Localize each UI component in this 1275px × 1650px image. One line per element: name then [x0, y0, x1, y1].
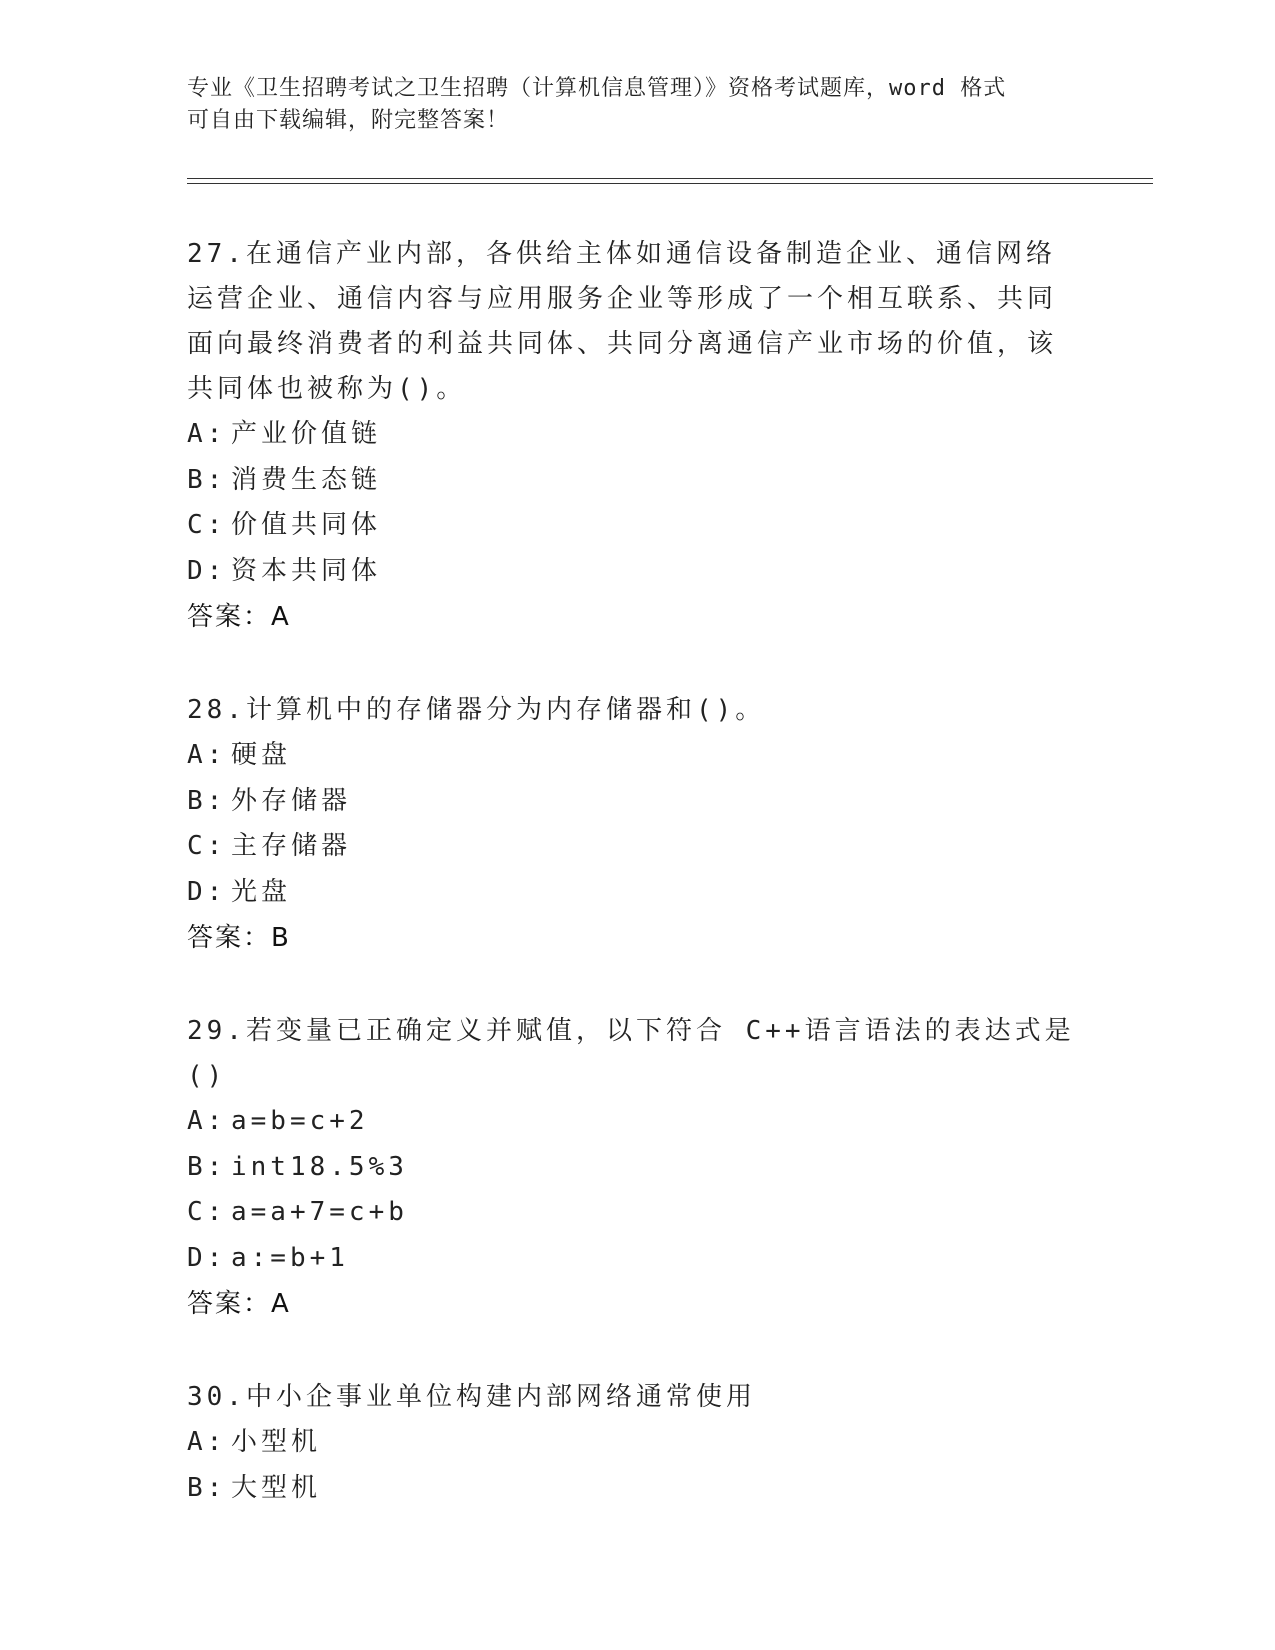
option-letter: B: [187, 1151, 227, 1182]
answer-key: 答案：A [187, 1289, 291, 1319]
option-letter: B: [187, 785, 227, 816]
option-letter: D: [187, 876, 227, 907]
option-c [187, 503, 1087, 549]
option-d [187, 549, 1087, 595]
question-stem: 28.计算机中的存储器分为内存储器和()。 [187, 695, 766, 725]
option-letter: C: [187, 831, 227, 861]
option-b [187, 779, 1087, 825]
option-a [187, 412, 1087, 458]
option-text: 价值共同体 [231, 510, 382, 540]
header-divider-bottom [187, 183, 1153, 184]
option-text: 消费生态链 [231, 464, 382, 495]
document-header [187, 73, 1087, 137]
question-27 [187, 232, 1087, 640]
option-letter: C: [187, 1197, 227, 1227]
option-text: int18.5%3 [231, 1151, 408, 1182]
question-list [187, 232, 1087, 1559]
option-text: 外存储器 [231, 785, 352, 816]
question-30 [187, 1375, 1087, 1511]
option-text: 资本共同体 [231, 555, 382, 586]
option-letter: B: [187, 1472, 227, 1503]
option-b [187, 1145, 1087, 1191]
option-b [187, 1466, 1087, 1512]
option-text: a=b=c+2 [231, 1106, 369, 1136]
option-text: 硬盘 [231, 740, 292, 770]
header-divider-top [187, 178, 1153, 179]
option-text: 小型机 [231, 1427, 322, 1457]
option-letter: D: [187, 555, 227, 586]
option-a [187, 733, 1087, 779]
option-text: 主存储器 [231, 831, 352, 861]
answer-key: 答案：B [187, 923, 291, 953]
option-letter: A: [187, 1106, 227, 1136]
option-text: a=a+7=c+b [231, 1197, 408, 1227]
option-text: 大型机 [231, 1472, 322, 1503]
option-letter: B: [187, 464, 227, 495]
option-c [187, 1190, 1087, 1236]
option-letter: D: [187, 1242, 227, 1273]
question-stem: 27.在通信产业内部，各供给主体如通信设备制造企业、通信网络运营企业、通信内容与应用服务企业等形成了一个相互联系、共同面向最终消费者的利益共同体、共同分离通信产业市场的价值，该共同体也被称为()。 [187, 239, 1058, 404]
option-letter: C: [187, 510, 227, 540]
option-text: 产业价值链 [231, 419, 382, 449]
option-letter: A: [187, 740, 227, 770]
question-28 [187, 688, 1087, 961]
option-a [187, 1420, 1087, 1466]
option-letter: A: [187, 419, 227, 449]
header-line-2: 可自由下载编辑，附完整答案！ [187, 108, 510, 133]
option-d [187, 1236, 1087, 1282]
option-text: 光盘 [231, 876, 292, 907]
option-b [187, 458, 1087, 504]
option-c [187, 824, 1087, 870]
question-stem: 30.中小企事业单位构建内部网络通常使用 [187, 1382, 756, 1412]
question-stem: 29.若变量已正确定义并赋值，以下符合 C++语言语法的表达式是() [187, 1016, 1075, 1091]
answer-key: 答案：A [187, 602, 291, 632]
option-a [187, 1099, 1087, 1145]
header-line-1: 专业《卫生招聘考试之卫生招聘（计算机信息管理）》资格考试题库，word 格式 [187, 76, 1007, 101]
option-letter: A: [187, 1427, 227, 1457]
option-text: a:=b+1 [231, 1242, 349, 1273]
question-29 [187, 1009, 1087, 1327]
option-d [187, 870, 1087, 916]
